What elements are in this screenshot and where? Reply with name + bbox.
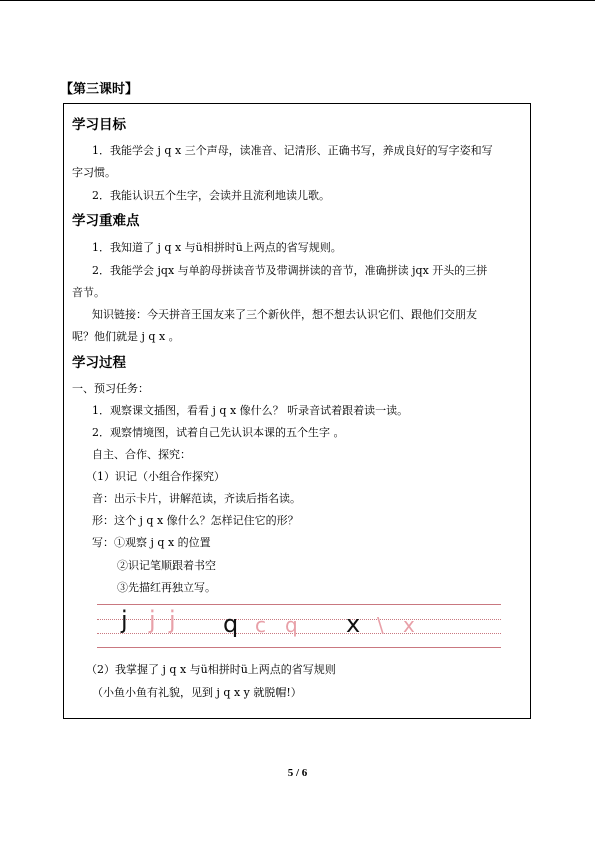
- process-line-7: 形：这个 j q x 像什么？怎样记住它的形？: [92, 514, 299, 527]
- goal-item-1-line-1: 1．我能学会 j q x 三个声母，读准音、记清形、正确书写，养成良好的写字姿和写: [92, 144, 493, 157]
- practice-letter: x: [346, 610, 361, 638]
- guide-line: [97, 604, 501, 605]
- goal-item-1-line-2: 字习惯。: [72, 166, 116, 179]
- practice-letter: q: [223, 610, 239, 638]
- practice-letter: j: [169, 606, 176, 634]
- handwriting-practice-grid: [97, 602, 501, 648]
- guide-line: [97, 633, 501, 634]
- page-number: 5 / 6: [287, 767, 308, 779]
- practice-letter: \: [377, 613, 384, 637]
- goals-heading: 学习目标: [72, 117, 126, 133]
- practice-letter: j: [149, 606, 156, 634]
- practice-letter: j: [121, 606, 128, 634]
- difficulty-item-2-line-2: 音节。: [72, 286, 105, 299]
- process-line-3: 2．观察情境图，试着自己先认识本课的五个生字 。: [92, 426, 345, 439]
- difficulty-item-2-line-1: 2．我能学会 jqx 与单韵母拼读音节及带调拼读的音节，准确拼读 jqx 开头的三拼: [92, 264, 488, 277]
- process-heading: 学习过程: [72, 355, 126, 371]
- goal-item-2: 2．我能认识五个生字，会读并且流利地读儿歌。: [92, 189, 330, 202]
- header-rule: [0, 0, 595, 1]
- process-line-6: 音：出示卡片，讲解范读，齐读后指名读。: [92, 492, 301, 505]
- guide-line: [97, 647, 501, 648]
- process-line-9: ②识记笔顺跟着书空: [117, 559, 216, 572]
- process-line-11: （2）我掌握了 j q x 与ü相拼时ü上两点的省写规则: [86, 663, 336, 676]
- knowledge-link-line-2: 呢？他们就是 j q x 。: [72, 330, 180, 343]
- guide-line: [97, 619, 501, 620]
- process-line-12: （小鱼小鱼有礼貌，见到 j q x y 就脱帽!）: [92, 686, 302, 699]
- process-line-10: ③先描红再独立写。: [117, 581, 216, 594]
- difficulties-heading: 学习重难点: [72, 213, 140, 229]
- knowledge-link-line-1: 知识链接：今天拼音王国友来了三个新伙伴，想不想去认识它们、跟他们交朋友: [92, 308, 477, 321]
- lesson-table: [63, 103, 531, 719]
- process-line-1: 一、预习任务：: [72, 382, 149, 395]
- practice-letter: q: [285, 613, 298, 637]
- practice-letter: x: [403, 613, 415, 637]
- practice-letter: c: [255, 613, 266, 637]
- process-line-4: 自主、合作、探究：: [92, 448, 191, 461]
- process-line-5: （1）识记（小组合作探究）: [86, 470, 225, 483]
- process-line-2: 1．观察课文插图，看看 j q x 像什么？ 听录音试着跟着读一读。: [92, 404, 409, 417]
- process-line-8: 写：①观察 j q x 的位置: [92, 536, 211, 549]
- difficulty-item-1: 1．我知道了 j q x 与ü相拼时ü上两点的省写规则。: [92, 241, 342, 254]
- section-title: 【第三课时】: [60, 82, 139, 97]
